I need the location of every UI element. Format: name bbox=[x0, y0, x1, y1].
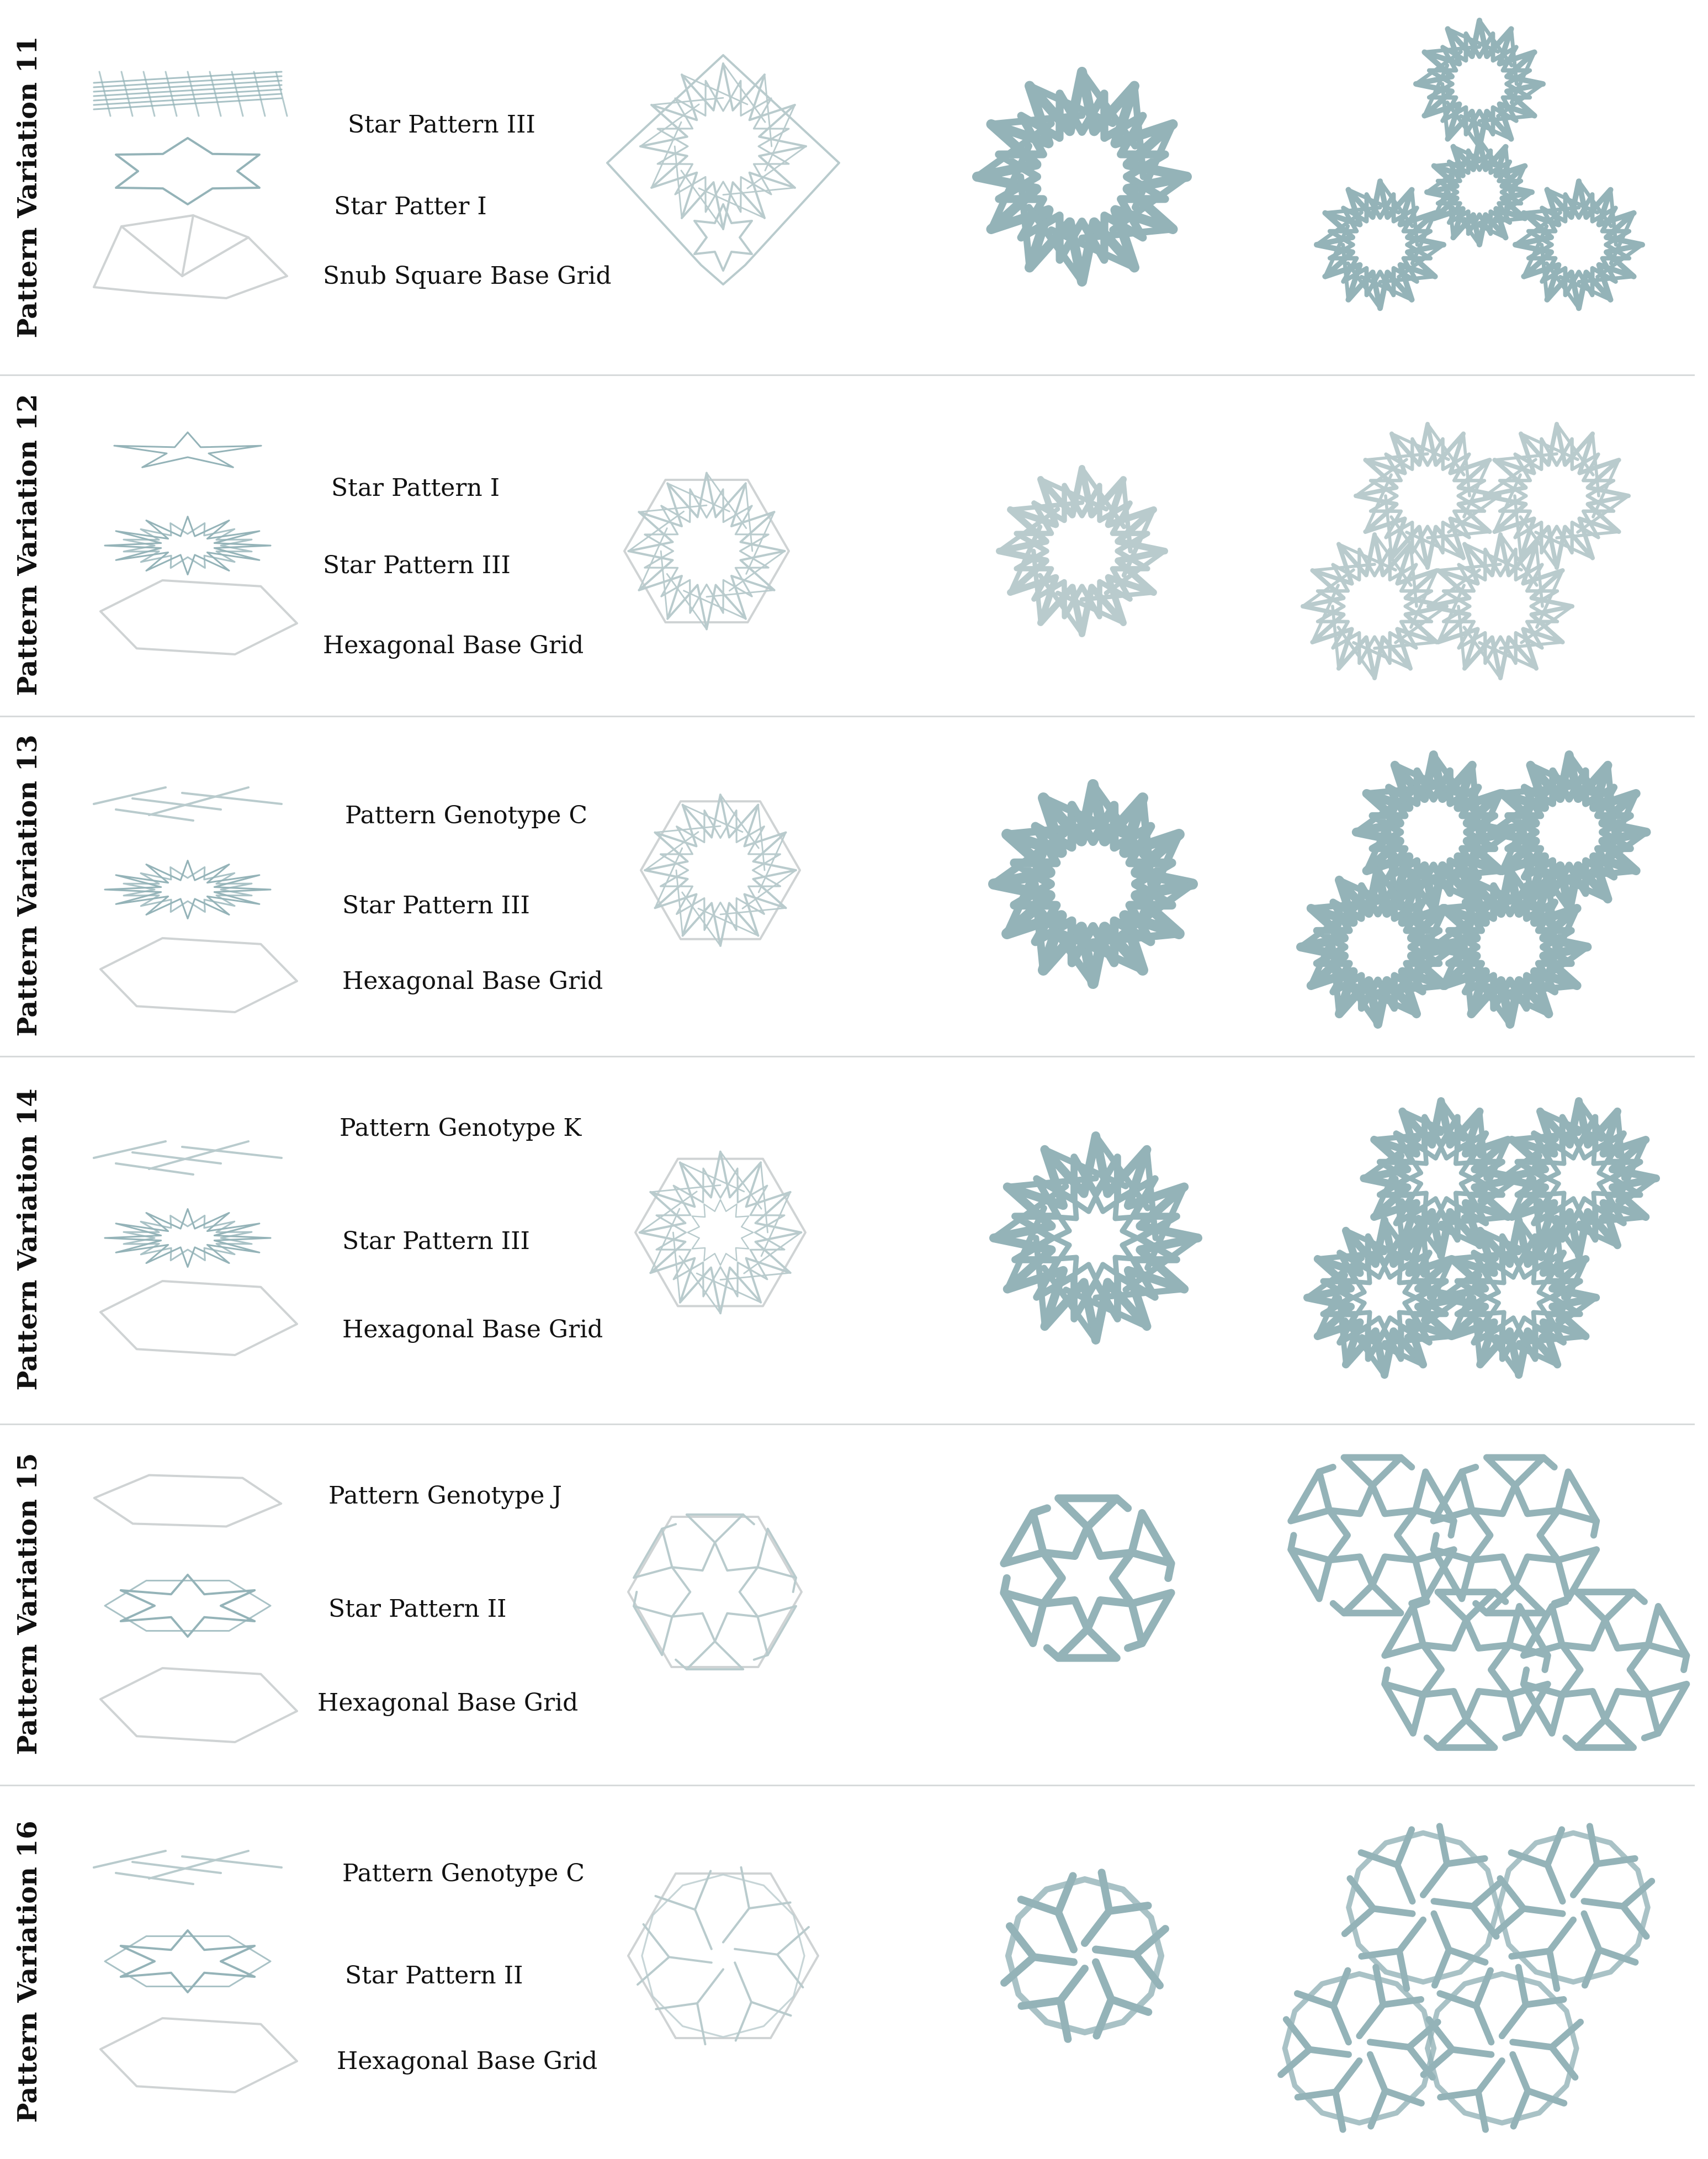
row-title: Pattern Variation 12 bbox=[12, 394, 43, 696]
interlaced-pattern-unit bbox=[994, 463, 1170, 639]
layer-label-bottom: Hexagonal Base Grid bbox=[323, 631, 584, 659]
row-title: Pattern Variation 11 bbox=[12, 36, 43, 338]
layer-label-middle: Star Pattern III bbox=[342, 891, 530, 919]
layer-label-top: Pattern Genotype C bbox=[342, 1859, 585, 1887]
pattern-variation-11-row bbox=[0, 0, 1695, 374]
layer-label-middle: Star Patter I bbox=[334, 192, 487, 220]
row-title: Pattern Variation 14 bbox=[12, 1088, 43, 1391]
tiled-pattern-assembly bbox=[1292, 1818, 1667, 2138]
tiled-pattern-assembly bbox=[1308, 413, 1640, 689]
pattern-variation-12-row bbox=[0, 374, 1695, 716]
interlaced-pattern-unit bbox=[994, 1484, 1181, 1672]
pattern-variation-13-row bbox=[0, 716, 1695, 1056]
layer-stack-diagram bbox=[83, 1818, 315, 2105]
layer-stack-diagram bbox=[83, 55, 315, 309]
line-pattern-outline bbox=[629, 787, 811, 953]
layer-label-top: Pattern Genotype C bbox=[345, 801, 588, 829]
tiled-pattern-assembly bbox=[1314, 1089, 1667, 1387]
layer-label-top: Pattern Genotype K bbox=[340, 1114, 582, 1142]
tiled-pattern-assembly bbox=[1314, 22, 1645, 331]
layer-label-top: Pattern Genotype J bbox=[328, 1481, 563, 1510]
row-title: Pattern Variation 16 bbox=[12, 1821, 43, 2123]
layer-stack-diagram bbox=[83, 1108, 315, 1368]
layer-stack-diagram bbox=[83, 1457, 315, 1755]
interlaced-pattern-unit bbox=[994, 1128, 1198, 1348]
layer-stack-diagram bbox=[83, 424, 315, 667]
interlaced-pattern-unit bbox=[972, 61, 1192, 293]
layer-stack-diagram bbox=[83, 754, 315, 1025]
interlaced-pattern-unit bbox=[994, 776, 1192, 992]
line-pattern-outline bbox=[613, 465, 800, 637]
line-pattern-outline bbox=[624, 1144, 817, 1321]
layer-label-middle: Star Pattern III bbox=[323, 551, 511, 579]
layer-label-top: Star Pattern I bbox=[331, 474, 500, 502]
line-pattern-outline bbox=[616, 1501, 814, 1683]
pattern-variation-16-row bbox=[0, 1785, 1695, 2159]
row-title: Pattern Variation 13 bbox=[12, 734, 43, 1037]
tiled-pattern-assembly bbox=[1308, 746, 1656, 1033]
pattern-variation-15-row bbox=[0, 1424, 1695, 1785]
layer-label-middle: Star Pattern II bbox=[328, 1595, 507, 1623]
interlaced-pattern-unit bbox=[983, 1862, 1187, 2050]
line-pattern-outline bbox=[602, 50, 845, 287]
layer-label-middle: Star Pattern II bbox=[345, 1961, 523, 1989]
layer-label-middle: Star Pattern III bbox=[342, 1227, 530, 1255]
pattern-variation-14-row bbox=[0, 1056, 1695, 1424]
layer-label-top: Star Pattern III bbox=[348, 110, 535, 139]
layer-label-bottom: Hexagonal Base Grid bbox=[342, 1315, 603, 1343]
layer-label-bottom: Hexagonal Base Grid bbox=[337, 2047, 598, 2075]
layer-label-bottom: Snub Square Base Grid bbox=[323, 262, 612, 290]
row-title: Pattern Variation 15 bbox=[12, 1453, 43, 1755]
layer-label-bottom: Hexagonal Base Grid bbox=[317, 1689, 579, 1717]
layer-label-bottom: Hexagonal Base Grid bbox=[342, 967, 603, 995]
line-pattern-outline bbox=[618, 1856, 828, 2055]
tiled-pattern-assembly bbox=[1297, 1446, 1673, 1766]
